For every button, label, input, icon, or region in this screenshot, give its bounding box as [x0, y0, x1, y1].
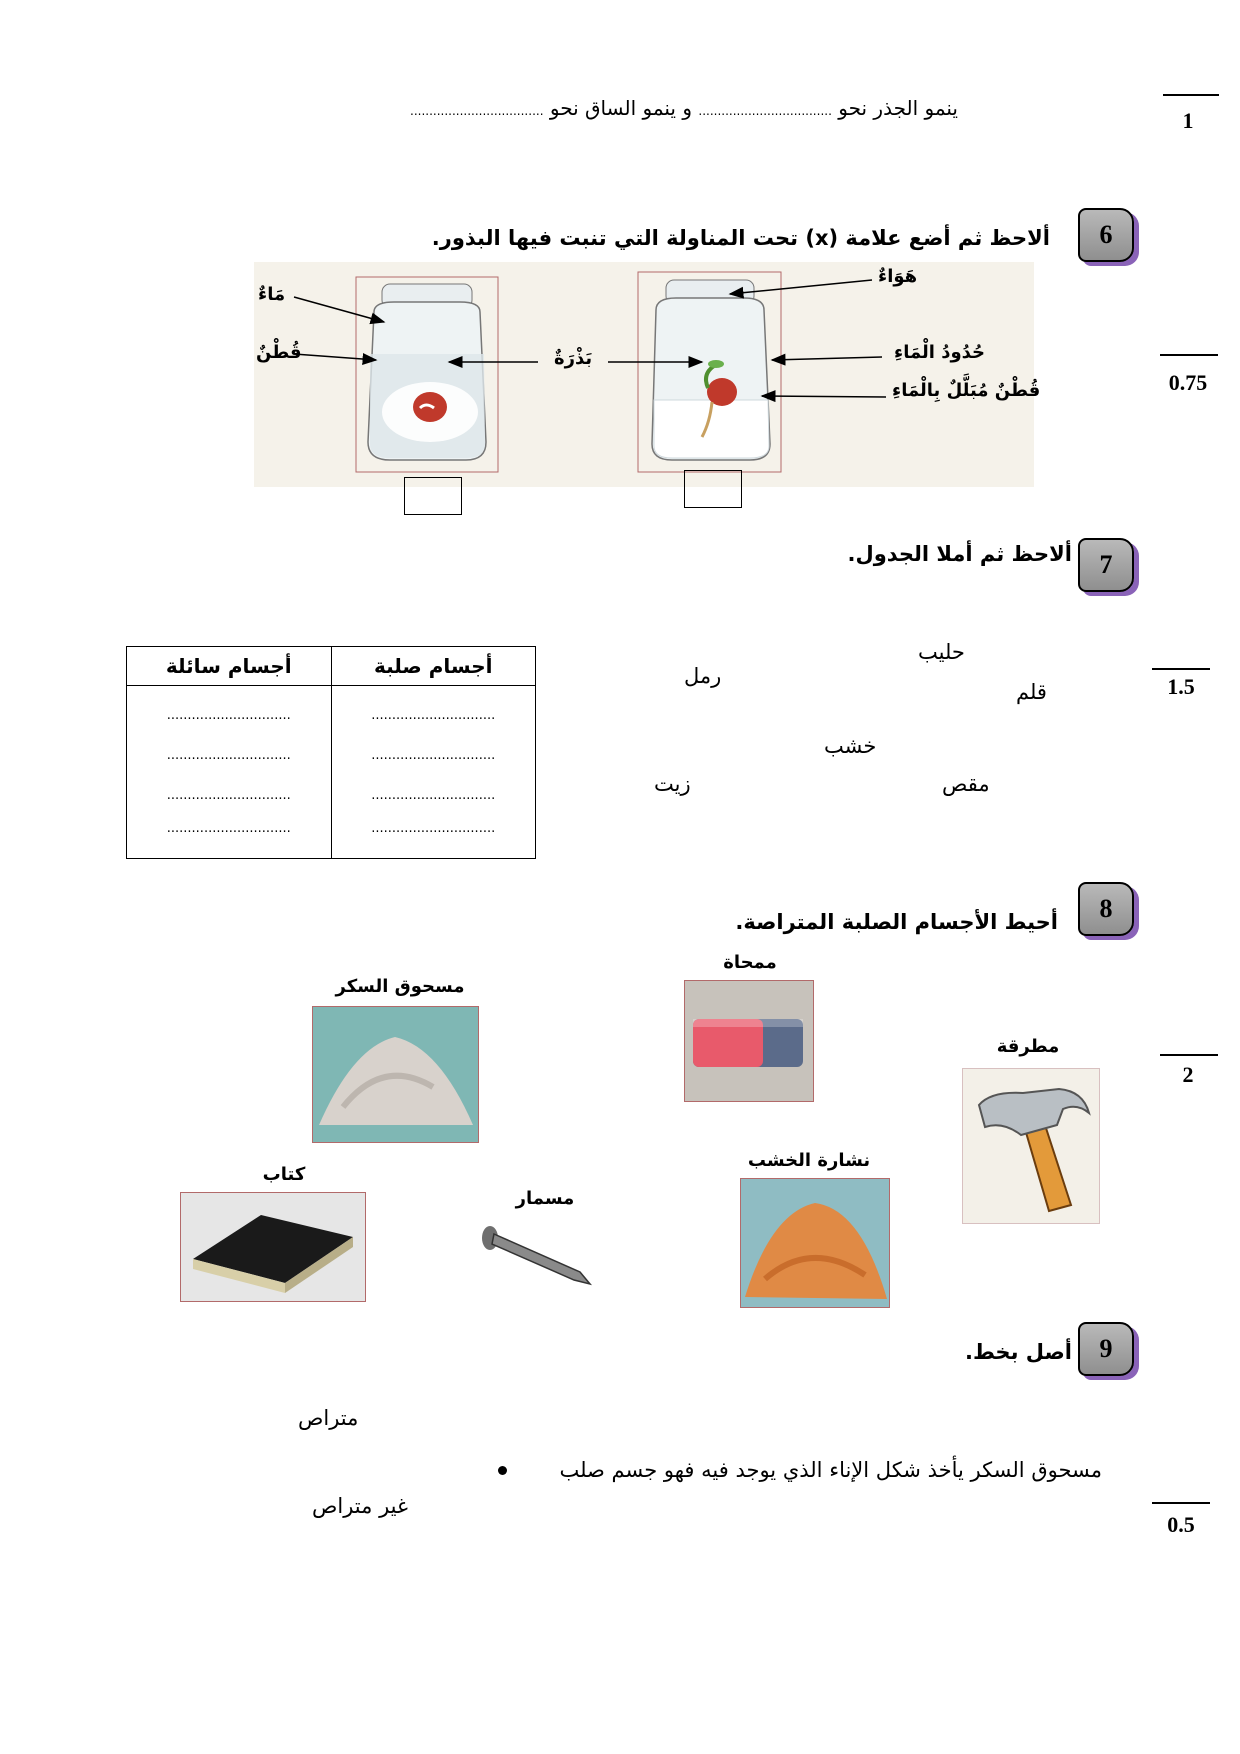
label-book: كتاب: [262, 1164, 306, 1185]
label-sawdust: نشارة الخشب: [747, 1150, 871, 1171]
seed-jars-illustration: [254, 262, 1041, 487]
word-scissors: مقص: [942, 772, 990, 796]
label-air: هَوَاءٌ: [878, 266, 918, 287]
score-line-1: [1163, 94, 1219, 96]
question-number-6: 6: [1078, 208, 1134, 262]
nail-image[interactable]: [476, 1222, 596, 1292]
answer-box-right-jar[interactable]: [684, 470, 742, 508]
book-image[interactable]: [180, 1192, 366, 1302]
label-water: مَاءٌ: [258, 284, 286, 305]
liquid-cell-3[interactable]: ..............................: [127, 775, 332, 815]
label-hammer: مطرقة: [996, 1036, 1060, 1057]
score-line-4: [1160, 1054, 1218, 1056]
sugar-pile-icon: [313, 1007, 478, 1142]
score-2: 0.75: [1168, 370, 1208, 395]
question-6-title: ألاحظ ثم أضع علامة (x) تحت المناولة التي تنبت فيها البذور.: [431, 226, 1050, 250]
book-icon: [181, 1193, 365, 1301]
question-9-title: أصل بخط.: [964, 1340, 1072, 1364]
question-8-title: أحيط الأجسام الصلبة المتراصة.: [735, 910, 1058, 934]
solid-cell-1[interactable]: ..............................: [331, 686, 536, 736]
liquid-cell-2[interactable]: ..............................: [127, 735, 332, 775]
jars-svg: [254, 262, 1034, 487]
score-1: 1: [1182, 108, 1194, 133]
label-nail: مسمار: [515, 1188, 575, 1209]
hammer-icon: [963, 1069, 1099, 1223]
label-sugar-powder: مسحوق السكر: [335, 976, 465, 997]
option-not-compact: غير متراص: [312, 1494, 408, 1518]
label-wet-cotton: قُطْنٌ مُبَلَّلٌ بِالْمَاءِ: [892, 380, 1041, 401]
answer-box-left-jar[interactable]: [404, 477, 462, 515]
sawdust-image[interactable]: [740, 1178, 890, 1308]
label-eraser: ممحاة: [723, 952, 777, 973]
option-compact: متراص: [298, 1406, 359, 1430]
word-wood: خشب: [824, 734, 877, 758]
score-4: 2: [1182, 1062, 1194, 1087]
header-solids: أجسام صلبة: [331, 647, 536, 686]
score-5: 0.5: [1167, 1512, 1195, 1537]
classification-table: [126, 646, 536, 859]
word-milk: حليب: [918, 640, 965, 664]
label-water-limit: حُدُودُ الْمَاءِ: [894, 342, 986, 363]
word-pen: قلم: [1016, 680, 1047, 704]
root-stem-sentence: ينمو الجذر نحو ................................... و ينمو الساق نحو ...................................: [410, 96, 958, 120]
score-line-5: [1152, 1502, 1210, 1504]
solid-cell-4[interactable]: ..............................: [331, 815, 536, 859]
score-line-2: [1160, 354, 1218, 356]
word-oil: زيت: [654, 772, 691, 796]
solid-cell-3[interactable]: ..............................: [331, 775, 536, 815]
question-number-8: 8: [1078, 882, 1134, 936]
eraser-icon: [685, 981, 813, 1101]
liquid-cell-1[interactable]: ..............................: [127, 686, 332, 736]
hammer-image[interactable]: [962, 1068, 1100, 1224]
question-7-title: ألاحظ ثم أملا الجدول.: [847, 542, 1072, 566]
match-dot[interactable]: [498, 1466, 507, 1475]
score-line-3: [1152, 668, 1210, 670]
header-liquids: أجسام سائلة: [127, 647, 332, 686]
liquid-cell-4[interactable]: ..............................: [127, 815, 332, 859]
question-number-9: 9: [1078, 1322, 1134, 1376]
score-3: 1.5: [1167, 674, 1195, 699]
label-seed: بَذْرَةٌ: [554, 348, 593, 369]
statement-sugar: مسحوق السكر يأخذ شكل الإناء الذي يوجد فيه فهو جسم صلب: [559, 1458, 1102, 1482]
nail-icon: [476, 1222, 596, 1292]
question-number-7: 7: [1078, 538, 1134, 592]
solid-cell-2[interactable]: ..............................: [331, 735, 536, 775]
eraser-image[interactable]: [684, 980, 814, 1102]
sawdust-pile-icon: [741, 1179, 889, 1307]
sugar-powder-image[interactable]: [312, 1006, 479, 1143]
label-cotton: قُطْنٌ: [256, 342, 302, 363]
word-sand: رمل: [684, 664, 722, 688]
